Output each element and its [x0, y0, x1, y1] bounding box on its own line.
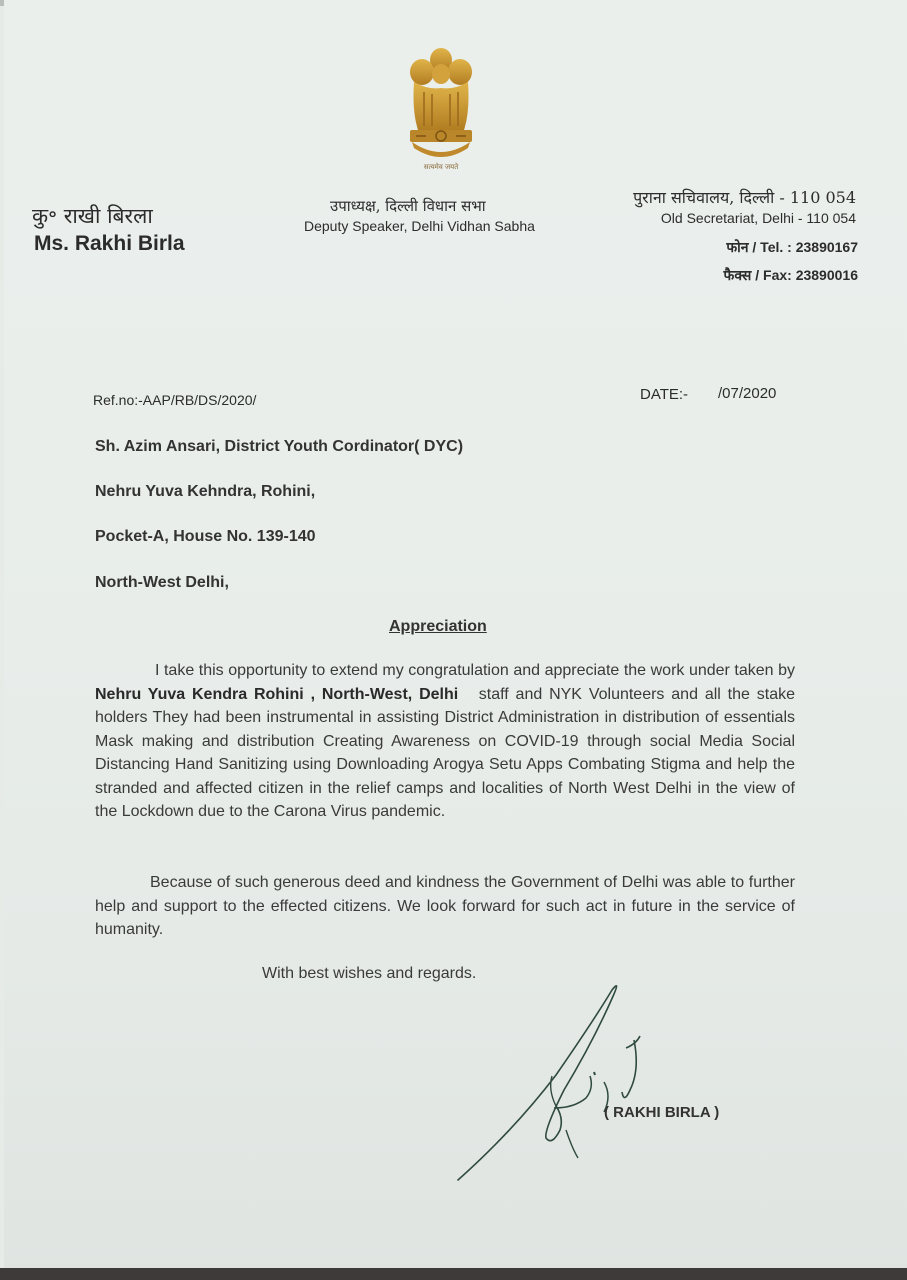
- office-address-hindi: पुराना सचिवालय, दिल्ली - 110 054: [633, 188, 856, 207]
- handwritten-signature: [444, 980, 654, 1190]
- recipient-line-4: North-West Delhi,: [95, 574, 229, 591]
- reference-number: Ref.no:-AAP/RB/DS/2020/: [93, 392, 257, 408]
- date-label: DATE:-: [640, 386, 689, 403]
- page-bottom-edge: [0, 1268, 907, 1280]
- sender-title-hindi: उपाध्यक्ष, दिल्ली विधान सभा: [330, 197, 486, 215]
- body-paragraph-2: Because of such generous deed and kindness the Government of Delhi was able to further help and support to the effected citizens. We look forward for such act in future in the service of humanity.: [95, 874, 795, 938]
- telephone-number: फोन / Tel. : 23890167: [726, 239, 858, 255]
- national-emblem-icon: [402, 42, 480, 174]
- closing-line: With best wishes and regards.: [262, 965, 477, 982]
- paragraph-1-start: I take this opportunity to extend my congratulation and appreciate the work under taken by: [155, 662, 795, 679]
- body-paragraph-1: [95, 659, 795, 824]
- office-address-english: Old Secretariat, Delhi - 110 054: [660, 210, 856, 226]
- recipient-line-2: Nehru Yuva Kehndra, Rohini,: [95, 483, 316, 500]
- paragraph-1-organisation: Nehru Yuva Kendra Rohini , North-West, Delhi: [95, 685, 459, 703]
- signatory-name: ( RAKHI BIRLA ): [604, 1104, 720, 1121]
- emblem-motto: सत्यमेव जयते: [423, 163, 459, 171]
- letter-heading: Appreciation: [389, 618, 487, 635]
- recipient-line-1: Sh. Azim Ansari, District Youth Cordinator( DYC): [95, 438, 464, 455]
- sender-title-english: Deputy Speaker, Delhi Vidhan Sabha: [304, 218, 535, 234]
- sender-name-english: Ms. Rakhi Birla: [34, 232, 185, 255]
- sender-name-hindi: कु॰ राखी बिरला: [32, 204, 153, 228]
- date-value: /07/2020: [718, 385, 777, 402]
- recipient-line-3: Pocket-A, House No. 139-140: [95, 528, 316, 545]
- fax-number: फैक्स / Fax: 23890016: [723, 267, 858, 283]
- paragraph-1-end: staff and NYK Volunteers and all the stake holders They had been instrumental in assisting District Administration in distribution of essentials Mask making and distribution Creating Awareness on COVID-19 through social Media Social Distancing Hand Sanitizing using Downloading Arogya Setu Apps Combating Stigma and help the stranded and affected citizen in the relief camps and localities of North West Delhi in the view of the Lockdown due to the Carona Virus pandemic.: [95, 685, 796, 820]
- letter-page: [4, 0, 907, 1280]
